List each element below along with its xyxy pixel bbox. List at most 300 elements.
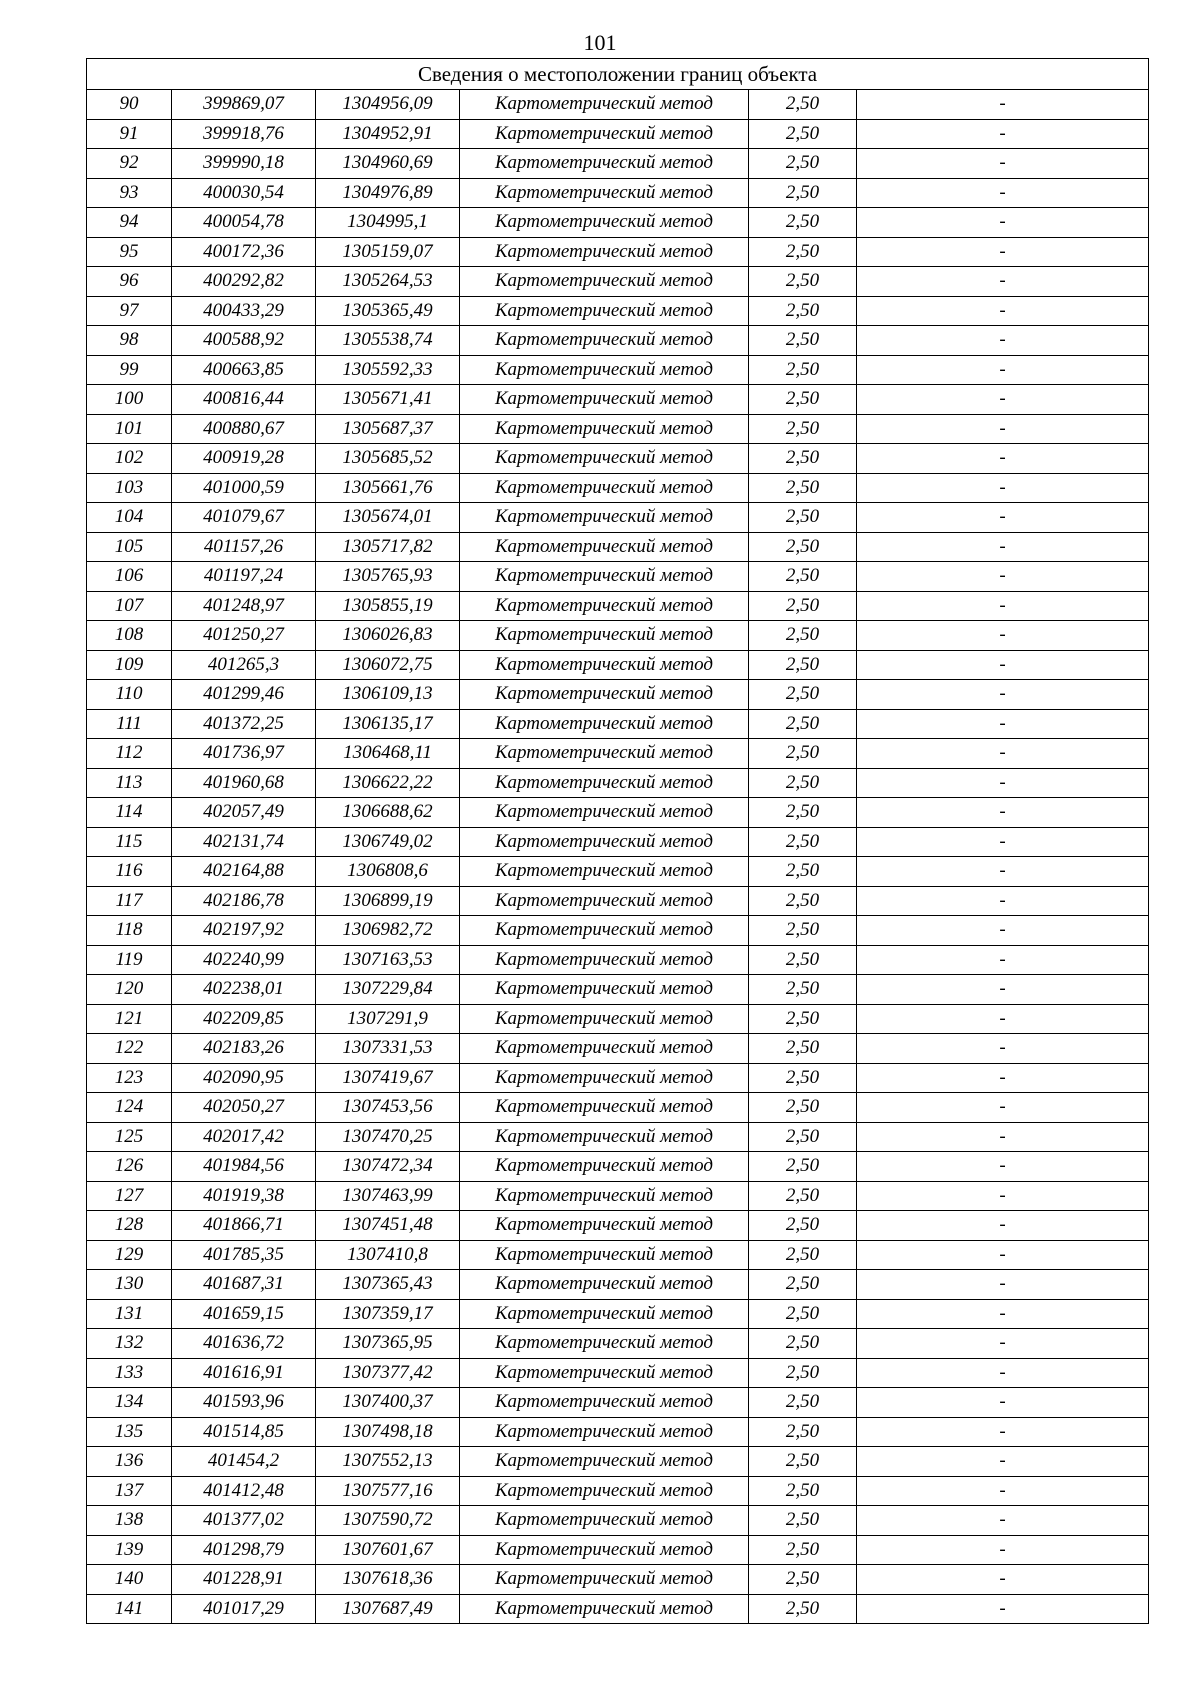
method-cell: Картометрический метод [460, 1358, 749, 1388]
point-number-cell: 118 [87, 916, 172, 946]
accuracy-cell: 2,50 [749, 1506, 857, 1536]
table-row [87, 503, 1149, 533]
note-cell: - [857, 591, 1149, 621]
point-number-cell: 114 [87, 798, 172, 828]
accuracy-cell: 2,50 [749, 296, 857, 326]
y-coordinate-cell: 1306808,6 [316, 857, 460, 887]
table-row [87, 532, 1149, 562]
accuracy-cell: 2,50 [749, 768, 857, 798]
note-cell: - [857, 857, 1149, 887]
x-coordinate-cell: 401079,67 [172, 503, 316, 533]
table-row [87, 1329, 1149, 1359]
accuracy-cell: 2,50 [749, 1270, 857, 1300]
y-coordinate-cell: 1305592,33 [316, 355, 460, 385]
method-cell: Картометрический метод [460, 503, 749, 533]
point-number-cell: 108 [87, 621, 172, 651]
accuracy-cell: 2,50 [749, 532, 857, 562]
point-number-cell: 115 [87, 827, 172, 857]
method-cell: Картометрический метод [460, 709, 749, 739]
note-cell: - [857, 945, 1149, 975]
y-coordinate-cell: 1307463,99 [316, 1181, 460, 1211]
accuracy-cell: 2,50 [749, 886, 857, 916]
point-number-cell: 99 [87, 355, 172, 385]
point-number-cell: 101 [87, 414, 172, 444]
x-coordinate-cell: 401228,91 [172, 1565, 316, 1595]
table-row [87, 1447, 1149, 1477]
point-number-cell: 92 [87, 149, 172, 179]
point-number-cell: 102 [87, 444, 172, 474]
point-number-cell: 95 [87, 237, 172, 267]
accuracy-cell: 2,50 [749, 680, 857, 710]
note-cell: - [857, 916, 1149, 946]
x-coordinate-cell: 400588,92 [172, 326, 316, 356]
accuracy-cell: 2,50 [749, 1417, 857, 1447]
y-coordinate-cell: 1305661,76 [316, 473, 460, 503]
y-coordinate-cell: 1306468,11 [316, 739, 460, 769]
y-coordinate-cell: 1304976,89 [316, 178, 460, 208]
note-cell: - [857, 1093, 1149, 1123]
note-cell: - [857, 90, 1149, 120]
accuracy-cell: 2,50 [749, 1004, 857, 1034]
method-cell: Картометрический метод [460, 1240, 749, 1270]
table-row [87, 119, 1149, 149]
y-coordinate-cell: 1307590,72 [316, 1506, 460, 1536]
method-cell: Картометрический метод [460, 385, 749, 415]
x-coordinate-cell: 401298,79 [172, 1535, 316, 1565]
method-cell: Картометрический метод [460, 562, 749, 592]
y-coordinate-cell: 1305159,07 [316, 237, 460, 267]
point-number-cell: 103 [87, 473, 172, 503]
method-cell: Картометрический метод [460, 1004, 749, 1034]
table-row [87, 385, 1149, 415]
x-coordinate-cell: 400919,28 [172, 444, 316, 474]
note-cell: - [857, 414, 1149, 444]
note-cell: - [857, 1034, 1149, 1064]
table-row [87, 444, 1149, 474]
x-coordinate-cell: 400172,36 [172, 237, 316, 267]
method-cell: Картометрический метод [460, 886, 749, 916]
x-coordinate-cell: 401000,59 [172, 473, 316, 503]
x-coordinate-cell: 401866,71 [172, 1211, 316, 1241]
table-row [87, 945, 1149, 975]
x-coordinate-cell: 402050,27 [172, 1093, 316, 1123]
table-row [87, 355, 1149, 385]
method-cell: Картометрический метод [460, 1122, 749, 1152]
point-number-cell: 100 [87, 385, 172, 415]
point-number-cell: 122 [87, 1034, 172, 1064]
x-coordinate-cell: 401785,35 [172, 1240, 316, 1270]
x-coordinate-cell: 402131,74 [172, 827, 316, 857]
method-cell: Картометрический метод [460, 1299, 749, 1329]
x-coordinate-cell: 402164,88 [172, 857, 316, 887]
method-cell: Картометрический метод [460, 1535, 749, 1565]
table-row [87, 1417, 1149, 1447]
table-row [87, 237, 1149, 267]
point-number-cell: 91 [87, 119, 172, 149]
note-cell: - [857, 1240, 1149, 1270]
accuracy-cell: 2,50 [749, 237, 857, 267]
method-cell: Картометрический метод [460, 444, 749, 474]
point-number-cell: 104 [87, 503, 172, 533]
accuracy-cell: 2,50 [749, 90, 857, 120]
accuracy-cell: 2,50 [749, 1594, 857, 1624]
method-cell: Картометрический метод [460, 178, 749, 208]
x-coordinate-cell: 401960,68 [172, 768, 316, 798]
method-cell: Картометрический метод [460, 1594, 749, 1624]
note-cell: - [857, 532, 1149, 562]
note-cell: - [857, 798, 1149, 828]
note-cell: - [857, 1329, 1149, 1359]
x-coordinate-cell: 401017,29 [172, 1594, 316, 1624]
note-cell: - [857, 326, 1149, 356]
table-row [87, 90, 1149, 120]
table-title: Сведения о местоположении границ объекта [87, 59, 1149, 90]
method-cell: Картометрический метод [460, 827, 749, 857]
method-cell: Картометрический метод [460, 621, 749, 651]
method-cell: Картометрический метод [460, 1565, 749, 1595]
method-cell: Картометрический метод [460, 916, 749, 946]
note-cell: - [857, 650, 1149, 680]
y-coordinate-cell: 1307229,84 [316, 975, 460, 1005]
x-coordinate-cell: 401248,97 [172, 591, 316, 621]
accuracy-cell: 2,50 [749, 621, 857, 651]
method-cell: Картометрический метод [460, 945, 749, 975]
y-coordinate-cell: 1305685,52 [316, 444, 460, 474]
table-row [87, 267, 1149, 297]
point-number-cell: 121 [87, 1004, 172, 1034]
table-row [87, 473, 1149, 503]
point-number-cell: 96 [87, 267, 172, 297]
table-row [87, 650, 1149, 680]
x-coordinate-cell: 399990,18 [172, 149, 316, 179]
x-coordinate-cell: 400030,54 [172, 178, 316, 208]
table-row [87, 1299, 1149, 1329]
y-coordinate-cell: 1306749,02 [316, 827, 460, 857]
method-cell: Картометрический метод [460, 591, 749, 621]
table-row [87, 1240, 1149, 1270]
note-cell: - [857, 385, 1149, 415]
accuracy-cell: 2,50 [749, 414, 857, 444]
table-row [87, 1211, 1149, 1241]
table-row [87, 680, 1149, 710]
x-coordinate-cell: 401454,2 [172, 1447, 316, 1477]
x-coordinate-cell: 401377,02 [172, 1506, 316, 1536]
y-coordinate-cell: 1307400,37 [316, 1388, 460, 1418]
point-number-cell: 97 [87, 296, 172, 326]
point-number-cell: 132 [87, 1329, 172, 1359]
table-row [87, 562, 1149, 592]
note-cell: - [857, 473, 1149, 503]
method-cell: Картометрический метод [460, 768, 749, 798]
y-coordinate-cell: 1305365,49 [316, 296, 460, 326]
note-cell: - [857, 178, 1149, 208]
y-coordinate-cell: 1307601,67 [316, 1535, 460, 1565]
note-cell: - [857, 1535, 1149, 1565]
note-cell: - [857, 1565, 1149, 1595]
method-cell: Картометрический метод [460, 680, 749, 710]
accuracy-cell: 2,50 [749, 326, 857, 356]
y-coordinate-cell: 1307618,36 [316, 1565, 460, 1595]
y-coordinate-cell: 1307451,48 [316, 1211, 460, 1241]
table-row [87, 975, 1149, 1005]
note-cell: - [857, 1447, 1149, 1477]
accuracy-cell: 2,50 [749, 208, 857, 238]
note-cell: - [857, 1211, 1149, 1241]
table-row [87, 1004, 1149, 1034]
x-coordinate-cell: 401636,72 [172, 1329, 316, 1359]
accuracy-cell: 2,50 [749, 1299, 857, 1329]
y-coordinate-cell: 1306982,72 [316, 916, 460, 946]
point-number-cell: 141 [87, 1594, 172, 1624]
note-cell: - [857, 503, 1149, 533]
y-coordinate-cell: 1306688,62 [316, 798, 460, 828]
accuracy-cell: 2,50 [749, 562, 857, 592]
accuracy-cell: 2,50 [749, 975, 857, 1005]
point-number-cell: 113 [87, 768, 172, 798]
table-row [87, 1063, 1149, 1093]
x-coordinate-cell: 402057,49 [172, 798, 316, 828]
y-coordinate-cell: 1307453,56 [316, 1093, 460, 1123]
y-coordinate-cell: 1307163,53 [316, 945, 460, 975]
y-coordinate-cell: 1307472,34 [316, 1152, 460, 1182]
method-cell: Картометрический метод [460, 650, 749, 680]
x-coordinate-cell: 401659,15 [172, 1299, 316, 1329]
table-row [87, 296, 1149, 326]
point-number-cell: 111 [87, 709, 172, 739]
x-coordinate-cell: 401736,97 [172, 739, 316, 769]
note-cell: - [857, 621, 1149, 651]
point-number-cell: 124 [87, 1093, 172, 1123]
method-cell: Картометрический метод [460, 355, 749, 385]
point-number-cell: 117 [87, 886, 172, 916]
accuracy-cell: 2,50 [749, 945, 857, 975]
point-number-cell: 106 [87, 562, 172, 592]
table-row [87, 1506, 1149, 1536]
note-cell: - [857, 1270, 1149, 1300]
table-row [87, 1388, 1149, 1418]
point-number-cell: 127 [87, 1181, 172, 1211]
y-coordinate-cell: 1307291,9 [316, 1004, 460, 1034]
x-coordinate-cell: 401984,56 [172, 1152, 316, 1182]
point-number-cell: 93 [87, 178, 172, 208]
note-cell: - [857, 1594, 1149, 1624]
y-coordinate-cell: 1306026,83 [316, 621, 460, 651]
y-coordinate-cell: 1307410,8 [316, 1240, 460, 1270]
accuracy-cell: 2,50 [749, 827, 857, 857]
point-number-cell: 133 [87, 1358, 172, 1388]
x-coordinate-cell: 400880,67 [172, 414, 316, 444]
point-number-cell: 109 [87, 650, 172, 680]
y-coordinate-cell: 1305687,37 [316, 414, 460, 444]
note-cell: - [857, 709, 1149, 739]
x-coordinate-cell: 402186,78 [172, 886, 316, 916]
method-cell: Картометрический метод [460, 208, 749, 238]
point-number-cell: 130 [87, 1270, 172, 1300]
y-coordinate-cell: 1307470,25 [316, 1122, 460, 1152]
method-cell: Картометрический метод [460, 1388, 749, 1418]
method-cell: Картометрический метод [460, 1447, 749, 1477]
x-coordinate-cell: 401265,3 [172, 650, 316, 680]
accuracy-cell: 2,50 [749, 1211, 857, 1241]
table-row [87, 1152, 1149, 1182]
accuracy-cell: 2,50 [749, 798, 857, 828]
y-coordinate-cell: 1305538,74 [316, 326, 460, 356]
y-coordinate-cell: 1305717,82 [316, 532, 460, 562]
y-coordinate-cell: 1304995,1 [316, 208, 460, 238]
point-number-cell: 134 [87, 1388, 172, 1418]
method-cell: Картометрический метод [460, 267, 749, 297]
note-cell: - [857, 1506, 1149, 1536]
point-number-cell: 131 [87, 1299, 172, 1329]
y-coordinate-cell: 1305674,01 [316, 503, 460, 533]
point-number-cell: 98 [87, 326, 172, 356]
table-row [87, 149, 1149, 179]
accuracy-cell: 2,50 [749, 149, 857, 179]
method-cell: Картометрический метод [460, 739, 749, 769]
y-coordinate-cell: 1305264,53 [316, 267, 460, 297]
accuracy-cell: 2,50 [749, 1476, 857, 1506]
accuracy-cell: 2,50 [749, 1565, 857, 1595]
table-body [87, 90, 1149, 1624]
boundary-coordinates-table [86, 58, 1149, 1624]
accuracy-cell: 2,50 [749, 591, 857, 621]
x-coordinate-cell: 401616,91 [172, 1358, 316, 1388]
point-number-cell: 90 [87, 90, 172, 120]
method-cell: Картометрический метод [460, 1329, 749, 1359]
note-cell: - [857, 1358, 1149, 1388]
table-row [87, 326, 1149, 356]
point-number-cell: 123 [87, 1063, 172, 1093]
table-row [87, 916, 1149, 946]
table-row [87, 1565, 1149, 1595]
method-cell: Картометрический метод [460, 149, 749, 179]
y-coordinate-cell: 1305765,93 [316, 562, 460, 592]
note-cell: - [857, 149, 1149, 179]
point-number-cell: 137 [87, 1476, 172, 1506]
y-coordinate-cell: 1305855,19 [316, 591, 460, 621]
y-coordinate-cell: 1307365,43 [316, 1270, 460, 1300]
note-cell: - [857, 1181, 1149, 1211]
method-cell: Картометрический метод [460, 1152, 749, 1182]
point-number-cell: 112 [87, 739, 172, 769]
method-cell: Картометрический метод [460, 1506, 749, 1536]
y-coordinate-cell: 1307687,49 [316, 1594, 460, 1624]
table-row [87, 857, 1149, 887]
method-cell: Картометрический метод [460, 237, 749, 267]
note-cell: - [857, 355, 1149, 385]
y-coordinate-cell: 1307331,53 [316, 1034, 460, 1064]
point-number-cell: 94 [87, 208, 172, 238]
table-row [87, 621, 1149, 651]
x-coordinate-cell: 400054,78 [172, 208, 316, 238]
x-coordinate-cell: 402238,01 [172, 975, 316, 1005]
accuracy-cell: 2,50 [749, 267, 857, 297]
note-cell: - [857, 739, 1149, 769]
note-cell: - [857, 1388, 1149, 1418]
accuracy-cell: 2,50 [749, 503, 857, 533]
table-row [87, 739, 1149, 769]
table-row [87, 709, 1149, 739]
note-cell: - [857, 1122, 1149, 1152]
point-number-cell: 128 [87, 1211, 172, 1241]
x-coordinate-cell: 399918,76 [172, 119, 316, 149]
accuracy-cell: 2,50 [749, 1358, 857, 1388]
x-coordinate-cell: 399869,07 [172, 90, 316, 120]
note-cell: - [857, 562, 1149, 592]
table-row [87, 414, 1149, 444]
note-cell: - [857, 1417, 1149, 1447]
method-cell: Картометрический метод [460, 798, 749, 828]
accuracy-cell: 2,50 [749, 1063, 857, 1093]
accuracy-cell: 2,50 [749, 178, 857, 208]
point-number-cell: 107 [87, 591, 172, 621]
note-cell: - [857, 119, 1149, 149]
method-cell: Картометрический метод [460, 1476, 749, 1506]
table-row [87, 768, 1149, 798]
x-coordinate-cell: 401197,24 [172, 562, 316, 592]
method-cell: Картометрический метод [460, 296, 749, 326]
x-coordinate-cell: 402183,26 [172, 1034, 316, 1064]
method-cell: Картометрический метод [460, 326, 749, 356]
table-row [87, 798, 1149, 828]
method-cell: Картометрический метод [460, 532, 749, 562]
accuracy-cell: 2,50 [749, 1122, 857, 1152]
y-coordinate-cell: 1306072,75 [316, 650, 460, 680]
x-coordinate-cell: 400663,85 [172, 355, 316, 385]
table-row [87, 1093, 1149, 1123]
point-number-cell: 139 [87, 1535, 172, 1565]
note-cell: - [857, 208, 1149, 238]
point-number-cell: 110 [87, 680, 172, 710]
y-coordinate-cell: 1307419,67 [316, 1063, 460, 1093]
point-number-cell: 140 [87, 1565, 172, 1595]
y-coordinate-cell: 1305671,41 [316, 385, 460, 415]
point-number-cell: 138 [87, 1506, 172, 1536]
table-row [87, 1034, 1149, 1064]
point-number-cell: 129 [87, 1240, 172, 1270]
accuracy-cell: 2,50 [749, 1181, 857, 1211]
method-cell: Картометрический метод [460, 1181, 749, 1211]
accuracy-cell: 2,50 [749, 1093, 857, 1123]
note-cell: - [857, 975, 1149, 1005]
x-coordinate-cell: 402197,92 [172, 916, 316, 946]
note-cell: - [857, 1299, 1149, 1329]
table-row [87, 827, 1149, 857]
y-coordinate-cell: 1307377,42 [316, 1358, 460, 1388]
point-number-cell: 125 [87, 1122, 172, 1152]
x-coordinate-cell: 401412,48 [172, 1476, 316, 1506]
y-coordinate-cell: 1307498,18 [316, 1417, 460, 1447]
x-coordinate-cell: 401299,46 [172, 680, 316, 710]
x-coordinate-cell: 401514,85 [172, 1417, 316, 1447]
x-coordinate-cell: 401593,96 [172, 1388, 316, 1418]
table-row [87, 1122, 1149, 1152]
x-coordinate-cell: 400433,29 [172, 296, 316, 326]
x-coordinate-cell: 402017,42 [172, 1122, 316, 1152]
y-coordinate-cell: 1306109,13 [316, 680, 460, 710]
point-number-cell: 120 [87, 975, 172, 1005]
y-coordinate-cell: 1304956,09 [316, 90, 460, 120]
y-coordinate-cell: 1306622,22 [316, 768, 460, 798]
y-coordinate-cell: 1304960,69 [316, 149, 460, 179]
method-cell: Картометрический метод [460, 90, 749, 120]
accuracy-cell: 2,50 [749, 857, 857, 887]
point-number-cell: 105 [87, 532, 172, 562]
accuracy-cell: 2,50 [749, 1034, 857, 1064]
x-coordinate-cell: 400816,44 [172, 385, 316, 415]
note-cell: - [857, 886, 1149, 916]
accuracy-cell: 2,50 [749, 1329, 857, 1359]
